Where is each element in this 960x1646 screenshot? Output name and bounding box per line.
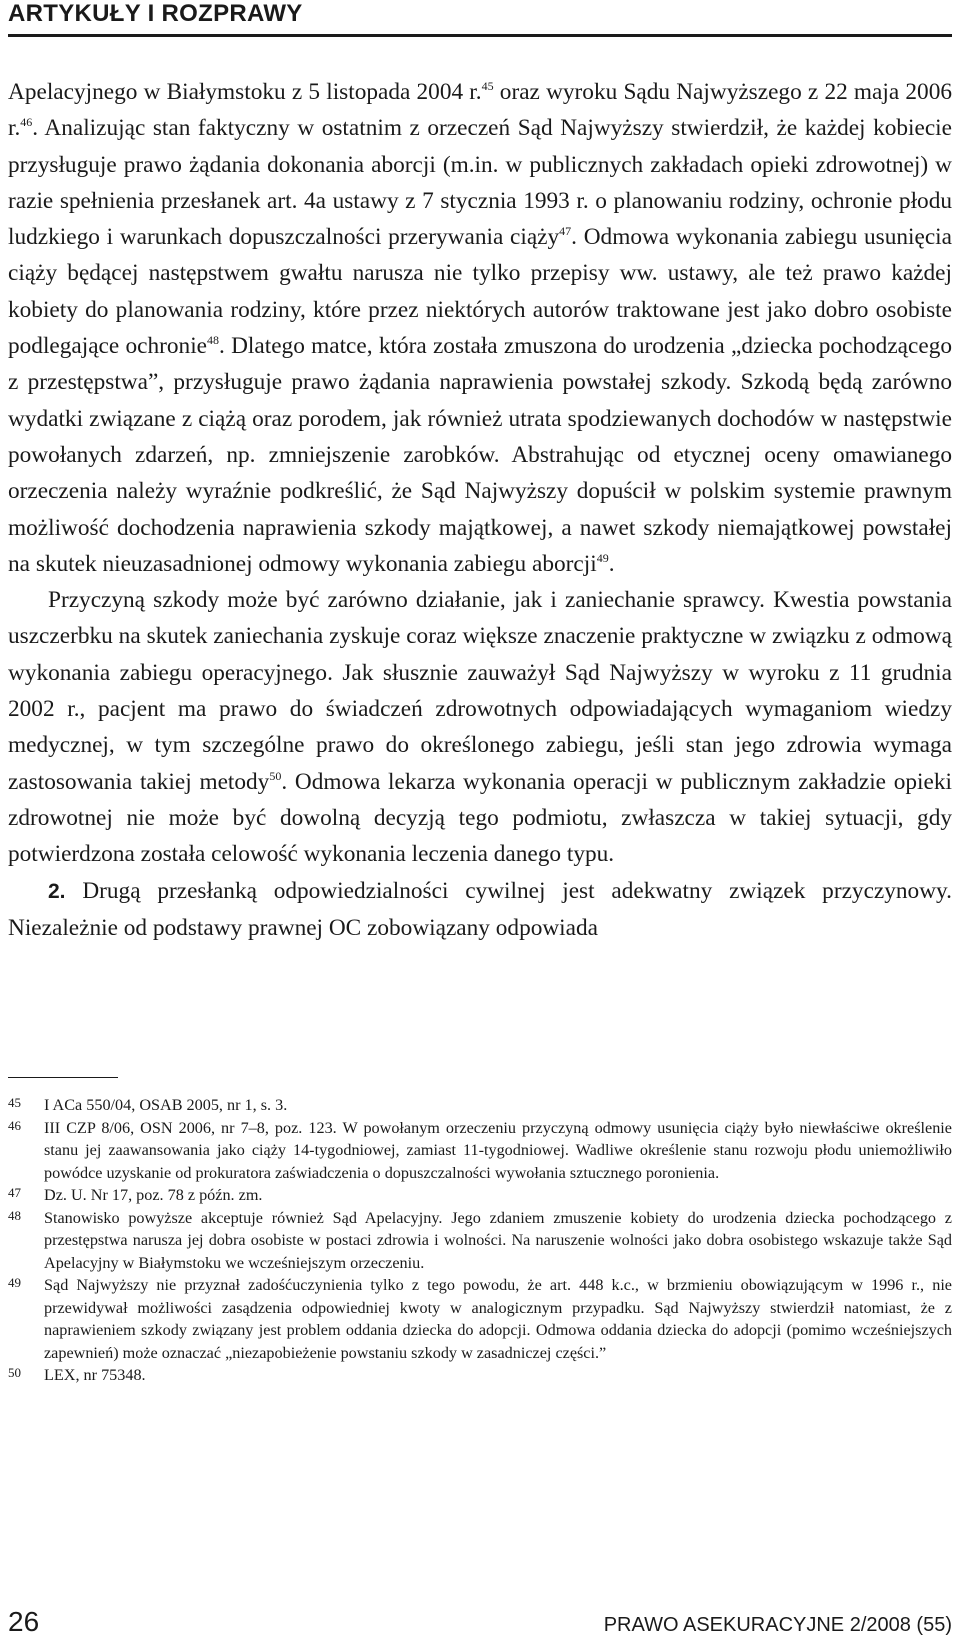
footnote-ref-48[interactable]: 48 (207, 333, 220, 348)
footnote-number: 48 (8, 1207, 21, 1223)
footnote-ref-50[interactable]: 50 (269, 768, 282, 783)
footnote-number: 49 (8, 1275, 21, 1290)
footnote-50 (8, 1364, 952, 1387)
footnote-ref-45[interactable]: 45 (481, 79, 494, 94)
footnote-45 (8, 1094, 952, 1117)
footnote-number: 46 (8, 1117, 21, 1133)
footnote-number: 50 (8, 1365, 21, 1380)
footnote-text: I ACa 550/04, OSAB 2005, nr 1, s. 3. (44, 1096, 288, 1114)
footnote-number: 45 (8, 1095, 21, 1110)
footnote-number: 47 (8, 1185, 21, 1200)
article-body (8, 74, 952, 946)
paragraph-2: Przyczyną szkody może być zarówno działanie, jak i zaniechanie sprawcy. Kwestia powstania uszczerbku na skutek zaniechania zyskuje coraz większe znaczenie praktyczne w związku z odmową wykonania zabiegu operacyjnego. Jak słusznie zauważył Sąd Najwyższy w wyroku z 11 grudnia 2002 r., pacjent ma prawo do świadczeń zdrowotnych odpowiadających wymaganiom wiedzy medycznej, w tym szczególne prawo do określonego zabiegu, jeśli stan jego zdrowia wymaga zastosowania takiej metody$^{50}$. Odmowa lekarza wykonania operacji w publicznym zakładzie opieki zdrowotnej nie może być dowolną decyzją tego podmiotu, zwłaszcza w takiej sytuacji, gdy potwierdzona została celowość wykonania leczenia danego typu. (8, 587, 952, 868)
paragraph-1: Apelacyjnego w Białymstoku z 5 listopada 2004 r.$^{45}$ oraz wyroku Sądu Najwyższego z 22 maja 2006 r.$^{46}$. Analizując stan faktyczny w ostatnim z orzeczeń Sąd Najwyższy stwierdził, że każdej kobiecie przysługuje prawo żądania dokonania aborcji (m.in. w publicznych zakładach opieki zdrowotnej) w razie spełnienia przesłanek art. 4a ustawy z 7 stycznia 1993 r. o planowaniu rodziny, ochronie płodu ludzkiego i warunkach dopuszczalności przerywania ciąży$^{47}$. Odmowa wykonania zabiegu usunięcia ciąży będącej następstwem gwałtu narusza nie tylko przepisy ww. ustawy, ale też prawo każdej kobiety do planowania rodziny, które przez niektórych autorów traktowane jest jako dobro osobiste podlegające ochronie$^{48}$. Dlatego matce, która została zmuszona do urodzenia „dziecka pochodzącego z przestępstwa”, przysługuje prawo żądania naprawienia powstałej szkody. Szkodą będą zarówno wydatki związane z ciążą oraz porodem, jak również utrata spodziewanych dochodów w następstwie powołanych zdarzeń, np. zmniejszenie zarobków. Abstrahując od etycznej oceny omawianego orzeczenia należy wyraźnie podkreślić, że Sąd Najwyższy dopuścił w polskim systemie prawnym możliwość dochodzenia naprawienia szkody majątkowej, a nawet szkody niemajątkowej powstałej na skutek nieuzasadnionej odmowy wykonania zabiegu aborcji$^{49}$. (8, 79, 952, 577)
page-number: 26 (8, 1606, 40, 1637)
footnote-text: Sąd Najwyższy nie przyznał zadośćuczynienia tylko z tego powodu, że art. 448 k.c., w brzmieniu obowiązującym w 1996 r., nie przewidywał możliwości zasądzenia odpowiedniej kwoty w analogicznym przypadku. Sąd Najwyższy stwierdził natomiast, że z naprawieniem szkody związany jest problem oddania dziecka do adopcji. Odmowa oddania dziecka do adopcji (pomimo wcześniejszych zapewnień) może oznaczać „niezapobieżenie powstaniu szkody w zasadniczej części.” (44, 1276, 952, 1362)
running-title: PRAWO ASEKURACYJNE 2/2008 (55) (603, 1614, 952, 1636)
footnote-text: Stanowisko powyższe akceptuje również Sąd Apelacyjny. Jego zdaniem zmuszenie kobiety do urodzenia dziecka pochodzącego z przestępstwa narusza jej dobra osobiste w postaci zdrowia i wolności. Na naruszenie wolności jako dobra osobistego wskazuje także Sąd Apelacyjny w Białymstoku we wcześniejszym orzeczeniu. (44, 1208, 952, 1272)
footnote-text: LEX, nr 75348. (44, 1366, 146, 1384)
footnote-text: III CZP 8/06, OSN 2006, nr 7–8, poz. 123. W powołanym orzeczeniu przyczyną odmowy usunięcia ciąży było niewłaściwe określenie stanu jej zaawansowania jako ciąży 14-tygodniowej, zamiast 11-tygodniowej. Wadliwe określenie stanu rozwoju płodu uniemożliwiło powódce uzyskanie od prokuratora zaświadczenia o dopuszczalności wywołania sztucznego poronienia. (44, 1118, 952, 1182)
paragraph-3: 2. Drugą przesłanką odpowiedzialności cywilnej jest adekwatny związek przyczynowy. Niezależnie od podstawy prawnej OC zobowiązany odpowiada (8, 877, 952, 941)
footnote-48 (8, 1207, 952, 1275)
footnote-ref-47[interactable]: 47 (559, 224, 572, 239)
footnote-ref-49[interactable]: 49 (596, 551, 609, 566)
section-number: 2. (48, 879, 66, 903)
section-title: ARTYKUŁY I ROZPRAWY (8, 0, 303, 27)
footnotes (8, 1094, 952, 1387)
footnote-46 (8, 1117, 952, 1185)
footnote-text: Dz. U. Nr 17, poz. 78 z późn. zm. (44, 1186, 263, 1204)
footnote-ref-46[interactable]: 46 (20, 115, 33, 130)
footnote-divider (8, 1077, 118, 1078)
footnote-49 (8, 1274, 952, 1364)
footnote-47 (8, 1184, 952, 1207)
